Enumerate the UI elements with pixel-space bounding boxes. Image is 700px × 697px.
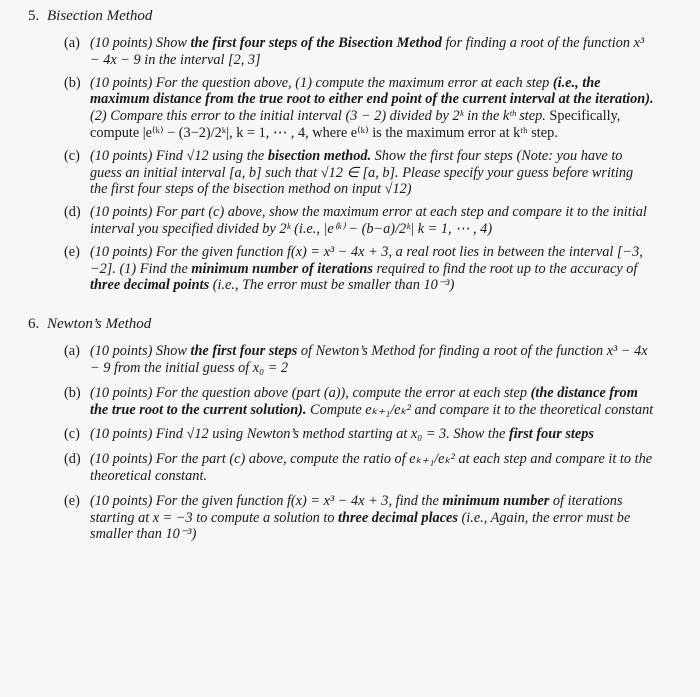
emphasis-text: first four steps bbox=[508, 426, 594, 443]
question-text-run: Show the first four steps (Note: you have to guess an initial interval [a, b] such that √12 ∈ [a, b]. Please specify your guess before writing the first four steps of the bisection method on input √12) bbox=[90, 147, 634, 198]
question-item bbox=[64, 343, 654, 377]
question-text bbox=[90, 343, 654, 377]
question-text-run: (10 points) For the question above, (1) compute the maximum error at each step bbox=[90, 74, 553, 91]
section-number: 5. bbox=[28, 8, 40, 24]
question-label: (b) bbox=[64, 74, 81, 91]
question-text bbox=[90, 244, 654, 294]
question-label: (d) bbox=[64, 451, 81, 468]
question-text-run: (10 points) For the given function f(x) = x³ − 4x + 3, find the bbox=[90, 492, 443, 509]
question-text-run: required to find the root up to the accuracy of bbox=[372, 260, 638, 277]
question-list bbox=[64, 343, 654, 543]
question-text bbox=[90, 493, 654, 543]
section-bisection bbox=[28, 8, 700, 294]
emphasis-text: minimum number of iterations bbox=[191, 260, 373, 277]
emphasis-text: three decimal places bbox=[338, 509, 458, 526]
question-text bbox=[90, 148, 654, 198]
question-item bbox=[64, 148, 654, 198]
emphasis-text: the first four steps bbox=[190, 343, 298, 360]
question-text-run: Compute eₖ₊₁/eₖ² and compare it to the theoretical constant bbox=[306, 401, 654, 418]
question-item bbox=[64, 493, 654, 543]
question-text-run: (i.e., Again, the error must be smaller than 10⁻³) bbox=[90, 509, 631, 543]
question-label: (e) bbox=[64, 492, 80, 509]
question-label: (b) bbox=[64, 384, 81, 401]
question-text bbox=[90, 204, 654, 238]
emphasis-text: minimum number bbox=[442, 492, 550, 509]
section-newton bbox=[28, 316, 700, 543]
question-text-run: (10 points) Show bbox=[90, 35, 191, 51]
question-item bbox=[64, 426, 654, 443]
question-label: (a) bbox=[64, 343, 80, 360]
question-text-run: (10 points) For the question above (part (a)), compute the error at each step bbox=[90, 384, 531, 401]
question-text bbox=[90, 75, 654, 142]
question-item bbox=[64, 35, 654, 69]
emphasis-text: (the distance from the true root to the current solution). bbox=[90, 384, 638, 418]
emphasis-text: (i.e., the maximum distance from the true root to either end point of the current interval at the iteration). bbox=[90, 74, 654, 108]
question-item bbox=[64, 451, 654, 485]
question-item bbox=[64, 204, 654, 238]
question-text-run: (10 points) For the given function f(x) = x³ − 4x + 3, a real root lies in between the interval [−3, −2]. (1) Find the bbox=[90, 243, 643, 277]
question-item bbox=[64, 385, 654, 419]
question-text bbox=[90, 385, 654, 419]
section-heading: Bisection Method bbox=[47, 8, 153, 24]
question-text-run: (2) Compare this error to the initial interval (3 − 2) divided by 2ᵏ in the kᵗʰ step. bbox=[90, 108, 546, 125]
question-item bbox=[64, 244, 654, 294]
question-text-run: of iterations starting at x = −3 to compute a solution to bbox=[90, 492, 623, 526]
question-text-run: of Newton’s Method for finding a root of the function x³ − 4x − 9 from the initial guess of x₀ = 2 bbox=[90, 343, 648, 376]
question-text bbox=[90, 35, 654, 69]
question-text-run: (10 points) Show bbox=[90, 343, 191, 360]
question-text bbox=[90, 451, 654, 485]
question-label: (e) bbox=[64, 243, 80, 260]
question-text-run: (10 points) Find √12 using Newton’s method starting at x₀ = 3. Show the bbox=[90, 426, 509, 443]
question-text-run: (10 points) For the part (c) above, compute the ratio of eₖ₊₁/eₖ² at each step and compare it to the theoretical constant. bbox=[90, 451, 653, 484]
question-text-run: for finding a root of the function x³ − 4x − 9 in the interval [2, 3] bbox=[90, 35, 645, 68]
question-item bbox=[64, 75, 654, 142]
emphasis-text: three decimal points bbox=[90, 277, 210, 294]
question-label: (c) bbox=[64, 426, 80, 443]
section-heading: Newton’s Method bbox=[47, 316, 152, 333]
question-label: (c) bbox=[64, 147, 80, 164]
question-text bbox=[90, 426, 654, 443]
section-title bbox=[28, 8, 700, 25]
question-list bbox=[64, 35, 654, 294]
emphasis-text: the first four steps of the Bisection Method bbox=[190, 35, 442, 51]
question-text-run: (i.e., The error must be smaller than 10⁻³) bbox=[209, 277, 455, 294]
question-text-run: Specifically, compute |e⁽ᵏ⁾ − (3−2)/2ᵏ|, k = 1, ⋯ , 4, where e⁽ᵏ⁾ is the maximum error at kᵗʰ step. bbox=[90, 108, 621, 141]
question-label: (a) bbox=[64, 35, 80, 51]
emphasis-text: bisection method. bbox=[267, 147, 372, 164]
section-number: 6. bbox=[28, 316, 40, 333]
section-title bbox=[28, 316, 700, 333]
question-text-run: (10 points) For part (c) above, show the maximum error at each step and compare it to the initial interval you specified divided by 2ᵏ (i.e., |e⁽ᵏ⁾ − (b−a)/2ᵏ| k = 1, ⋯ , 4) bbox=[90, 204, 647, 237]
question-text-run: (10 points) Find √12 using the bbox=[90, 147, 268, 164]
question-label: (d) bbox=[64, 204, 81, 221]
